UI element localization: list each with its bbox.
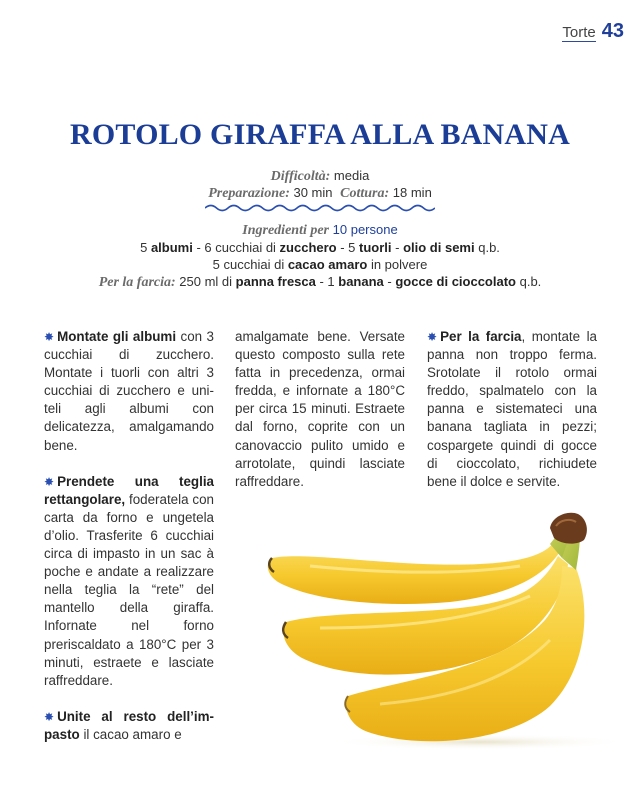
step-4-text: , montate la panna non troppo ferma. Srotolate il rotolo ormai freddo, spalmatelo con la panna e sistemateci una banana tagliata in pezzi; cospargete quindi di gocce di cioccolato, richiudete bene il dolce e servite.	[427, 329, 597, 489]
column-3	[427, 328, 597, 509]
ingredient-text: 5 cucchiai di	[212, 257, 288, 272]
filling-ingredients	[176, 274, 542, 289]
times-line	[0, 185, 640, 202]
prep-label: Preparazione:	[208, 186, 290, 201]
step-1	[44, 328, 214, 455]
column-1	[44, 328, 214, 762]
page-number: 43	[601, 20, 624, 42]
step-3	[44, 708, 214, 744]
ingredient-text: - 5	[336, 240, 360, 255]
difficulty-line	[0, 168, 640, 185]
banana-bunch-illustration	[250, 510, 620, 750]
ingredient-text: q.b.	[474, 240, 500, 255]
step-4	[427, 328, 597, 491]
step-1-text: con 3 cucchiai di zucchero. Montate i tuorli con altri 3 cucchiai di zucchero e uniteli agli albumi con delicatezza, amalgamando bene.	[44, 329, 214, 453]
ingredient-text: - 1	[315, 274, 339, 289]
ingredient-text: in polvere	[367, 257, 428, 272]
asterisk-bullet-icon: ✸	[44, 330, 55, 344]
ingredient-name: panna fresca	[235, 274, 316, 289]
asterisk-bullet-icon: ✸	[427, 330, 438, 344]
ingredient-name: olio di semi	[403, 240, 475, 255]
ingredients-line-1	[0, 240, 640, 255]
ingredient-name: zucchero	[279, 240, 337, 255]
step-4-lead: Per la farcia	[440, 329, 522, 344]
column-2	[235, 328, 405, 509]
ingredient-name: tuorli	[359, 240, 392, 255]
ingredient-text: - 6 cucchiai di	[192, 240, 280, 255]
cook-label: Cottura:	[340, 186, 390, 201]
ingredients-line-2	[0, 257, 640, 272]
ingredients-label: Ingredienti per	[242, 223, 330, 238]
ingredient-text: -	[383, 274, 396, 289]
step-2-lead: Prendete una teglia rettangolare,	[44, 473, 214, 507]
ingredient-name: cacao amaro	[287, 257, 368, 272]
difficulty-label: Difficoltà:	[270, 169, 331, 184]
ingredient-text: 250 ml di	[175, 274, 236, 289]
step-2	[44, 473, 214, 690]
ingredient-text: -	[391, 240, 404, 255]
prep-value: 30 min	[293, 185, 333, 200]
ingredient-name: albumi	[150, 240, 193, 255]
asterisk-bullet-icon: ✸	[44, 709, 55, 724]
servings: 10 persone	[332, 222, 398, 237]
filling-label: Per la farcia:	[98, 275, 176, 290]
difficulty-value: media	[333, 168, 370, 183]
recipe-title: ROTOLO GIRAFFA ALLA BANANA	[70, 118, 570, 151]
ingredient-name: banana	[338, 274, 384, 289]
ingredient-text: 5	[140, 240, 151, 255]
banana-photo	[250, 510, 620, 750]
ingredient-text: q.b.	[516, 274, 542, 289]
section-name: Torte	[562, 24, 596, 41]
asterisk-bullet-icon: ✸	[44, 474, 55, 489]
ingredient-name: gocce di cioccolato	[395, 274, 516, 289]
filling-ingredients-line	[0, 274, 640, 291]
step-3-continued: amalgamate bene. Versate questo composto sulla rete fatta in precedenza, ormai fredda, e infornate a 180°C per circa 15 minuti. Estraete dal forno, coprite con un canovaccio pulito umido e arrotolate, quindi lasciate raffreddare.	[235, 329, 405, 489]
step-3-text: il cacao amaro e	[79, 726, 182, 742]
ingredients-heading	[0, 222, 640, 239]
step-3-lead: Unite al resto dell’impasto	[44, 708, 214, 742]
step-1-lead: Montate gli albumi	[57, 329, 177, 344]
wavy-divider	[205, 203, 435, 213]
running-head	[562, 20, 624, 43]
cook-value: 18 min	[392, 185, 432, 200]
step-2-text: foderatela con carta da forno e ungetela d’olio. Trasferite 6 cucchiai circa di impasto in un sac à poche e andate a realizzare nella teglia la “rete” del mantello della giraffa. Infornate nel forno preriscaldato a 180°C per 3 minuti, estraete e lasciate raffreddare.	[44, 491, 214, 688]
